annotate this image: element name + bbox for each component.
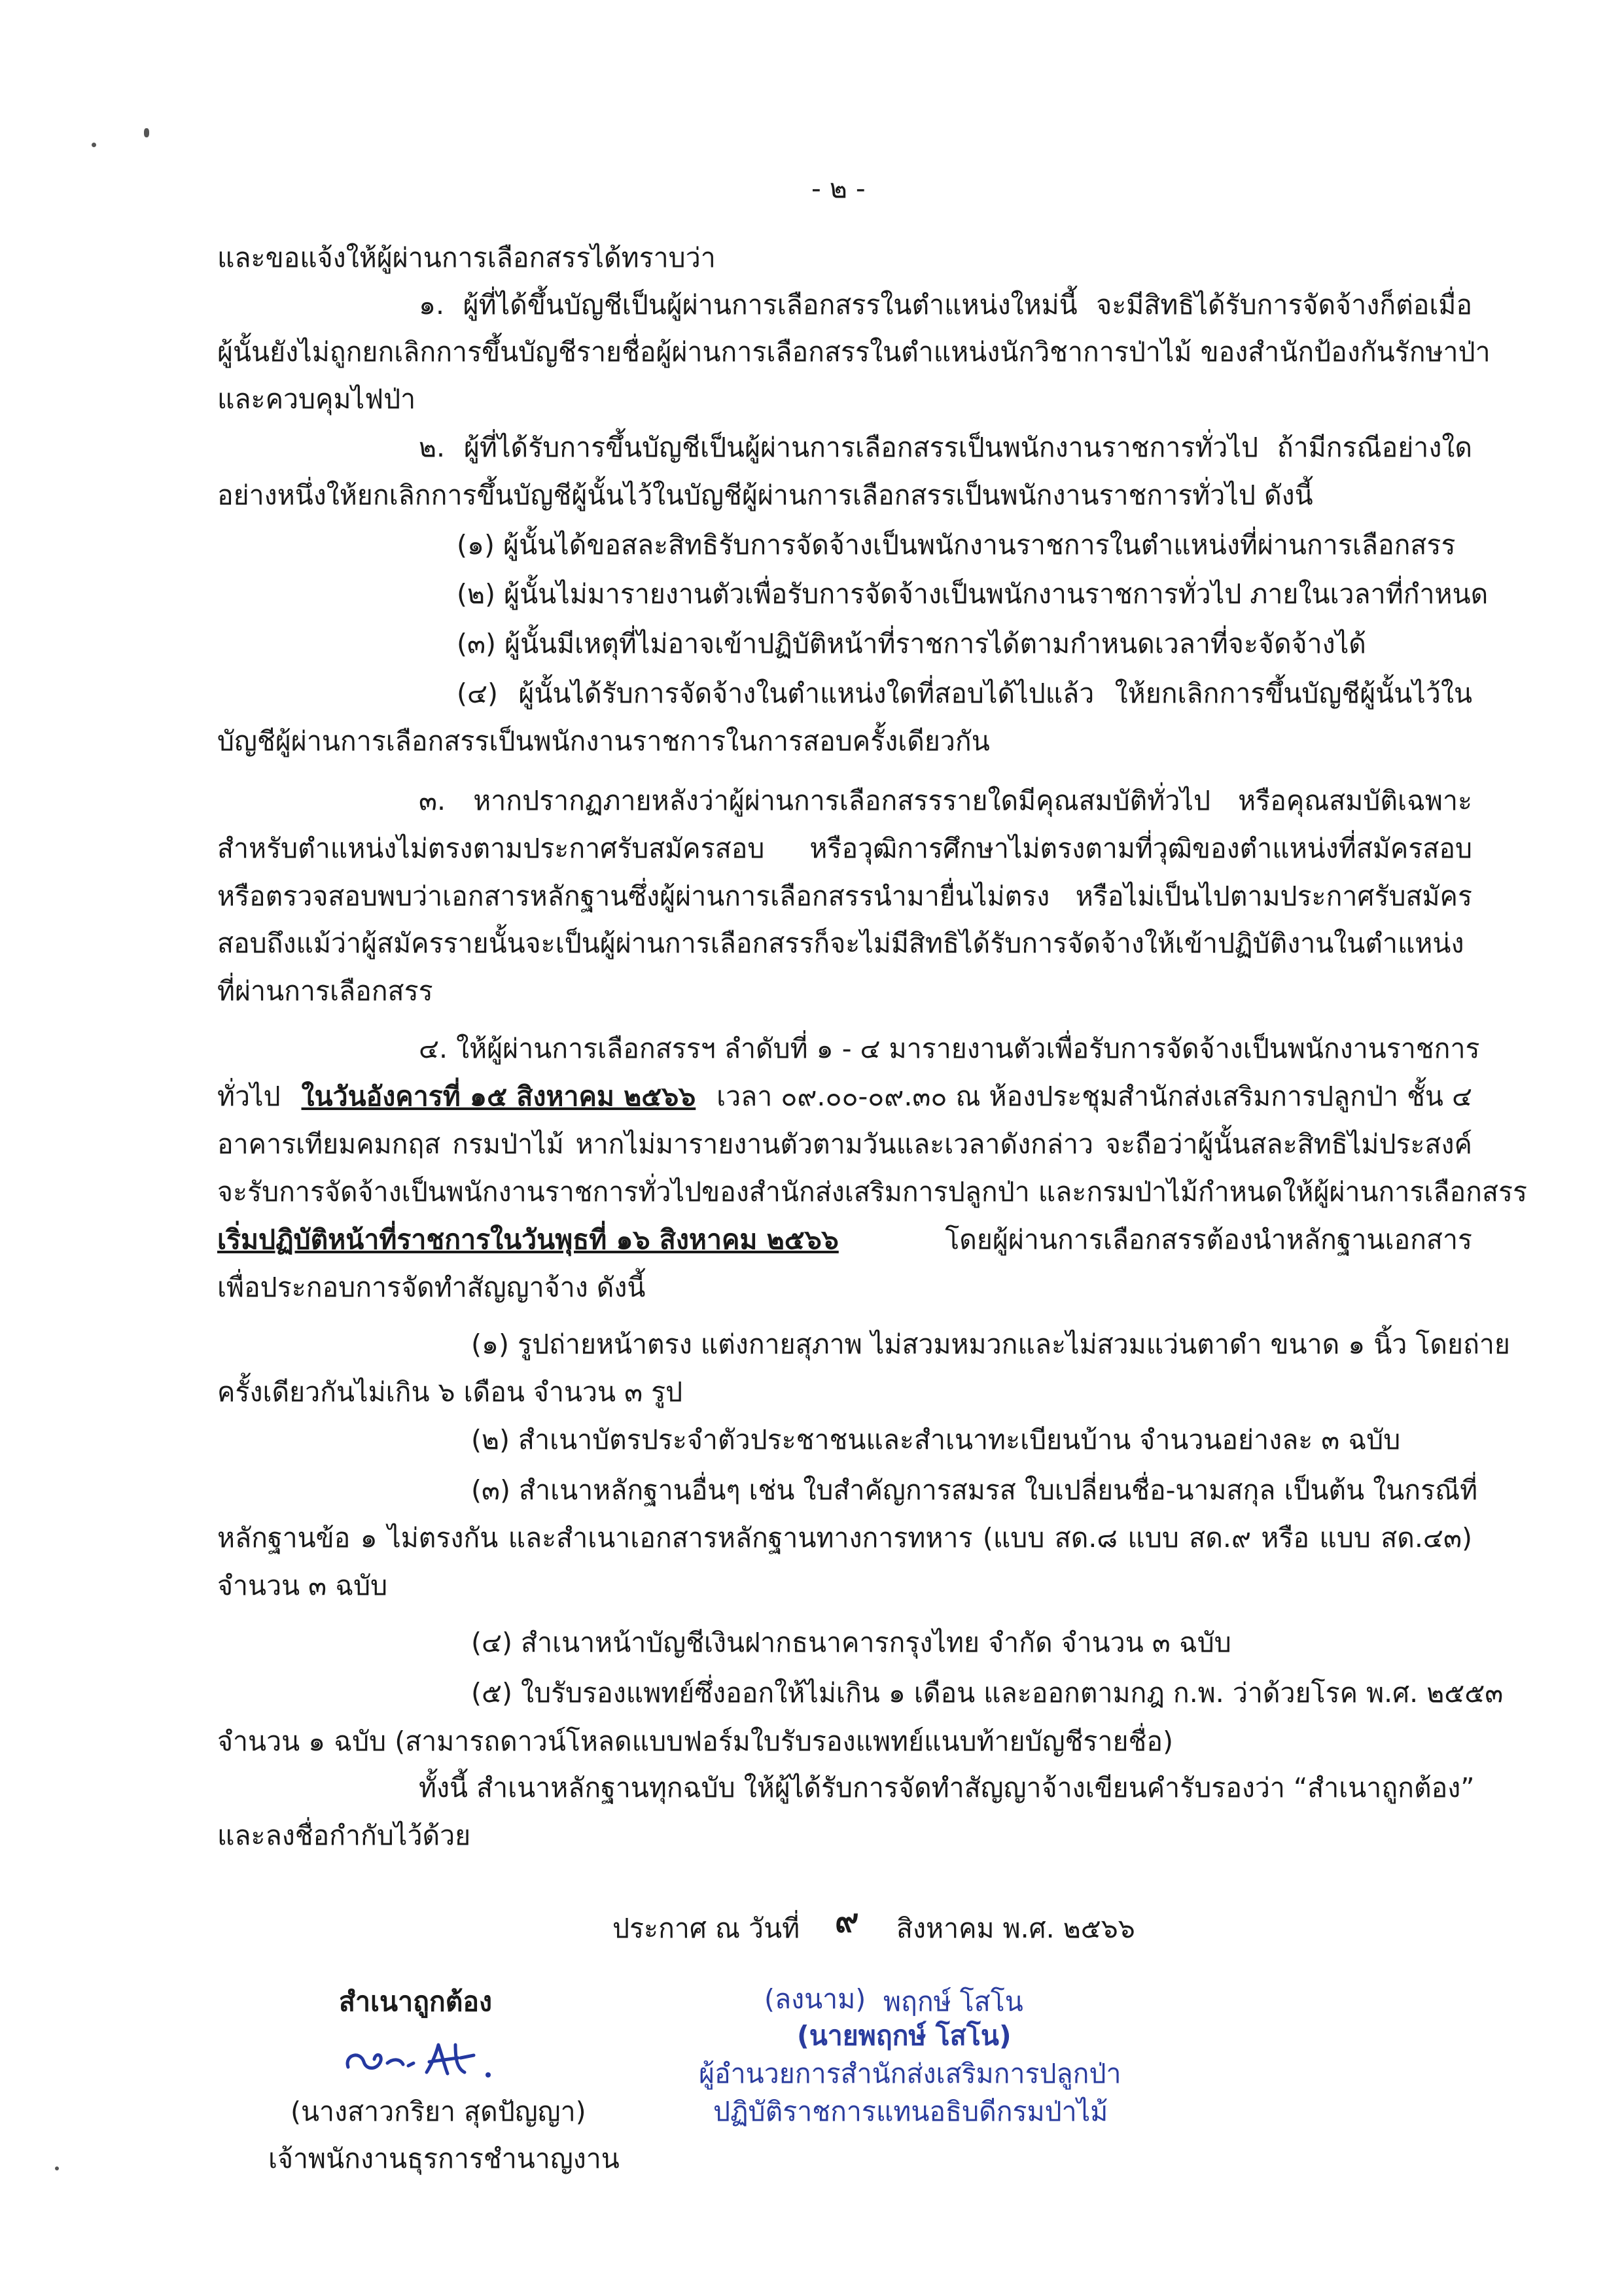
item1-line1: ๑. ผู้ที่ได้ขึ้นบัญชีเป็นผู้ผ่านการเลือกสรรในตำแหน่งใหม่นี้ จะมีสิทธิได้รับการจัดจ้างก็ต่อเมื่อ (419, 289, 1472, 321)
doc1-line2: ครั้งเดียวกันไม่เกิน ๖ เดือน จำนวน ๓ รูป (217, 1376, 683, 1408)
doc3-line1: (๓) สำเนาหลักฐานอื่นๆ เช่น ใบสำคัญการสมรส ใบเปลี่ยนชื่อ-นามสกุล เป็นต้น ในกรณีที่ (471, 1474, 1478, 1506)
announce-prefix: ประกาศ ณ วันที่ (612, 1913, 800, 1944)
doc1-line1: (๑) รูปถ่ายหน้าตรง แต่งกายสุภาพ ไม่สวมหมวกและไม่สวมแว่นตาดำ ขนาด ๑ นิ้ว โดยถ่าย (471, 1329, 1510, 1360)
item4-line6: เพื่อประกอบการจัดทำสัญญาจ้าง ดังนี้ (217, 1272, 646, 1303)
item4-line1: ๔. ให้ผู้ผ่านการเลือกสรรฯ ลำดับที่ ๑ - ๔ มารายงานตัวเพื่อรับการจัดจ้างเป็นพนักงานราชการ (419, 1033, 1480, 1064)
item2-sub3: (๓) ผู้นั้นมีเหตุที่ไม่อาจเข้าปฏิบัติหน้าที่ราชการได้ตามกำหนดเวลาที่จะจัดจ้างได้ (457, 628, 1366, 659)
certify-title: สำเนาถูกต้อง (339, 1986, 493, 2017)
item2-line2: อย่างหนึ่งให้ยกเลิกการขึ้นบัญชีผู้นั้นไว้ในบัญชีผู้ผ่านการเลือกสรรเป็นพนักงานราชการทั่วไป ดังนี้ (217, 479, 1313, 511)
signatory-full-name: (นายพฤกษ์ โสโน) (797, 2020, 1012, 2051)
item4-line2-pre: ทั่วไป (217, 1081, 281, 1112)
certifier-name: (นางสาวกริยา สุดปัญญา) (291, 2096, 586, 2127)
item3-line2: สำหรับตำแหน่งไม่ตรงตามประกาศรับสมัครสอบ หรือวุฒิการศึกษาไม่ตรงตามที่วุฒิของตำแหน่งที่สมัครสอบ (217, 833, 1472, 864)
doc5-line2: จำนวน ๑ ฉบับ (สามารถดาวน์โหลดแบบฟอร์มใบรับรองแพทย์แนบท้ายบัญชีรายชื่อ) (217, 1726, 1173, 1757)
certifier-position: เจ้าพนักงานธุรการชำนาญงาน (268, 2143, 620, 2174)
intro-line: และขอแจ้งให้ผู้ผ่านการเลือกสรรได้ทราบว่า (217, 242, 716, 273)
scan-speck (144, 128, 149, 137)
doc3-line2: หลักฐานข้อ ๑ ไม่ตรงกัน และสำเนาเอกสารหลักฐานทางการทหาร (แบบ สด.๘ แบบ สด.๙ หรือ แบบ สด.๔๓) (217, 1522, 1472, 1554)
closing-line2: และลงชื่อกำกับไว้ด้วย (217, 1820, 471, 1851)
item2-line1: ๒. ผู้ที่ได้รับการขึ้นบัญชีเป็นผู้ผ่านการเลือกสรรเป็นพนักงานราชการทั่วไป ถ้ามีกรณีอย่างใด (419, 432, 1472, 463)
signatory-position2: ปฏิบัติราชการแทนอธิบดีกรมป่าไม้ (713, 2096, 1108, 2127)
item4-line3: อาคารเทียมคมกฤส กรมป่าไม้ หากไม่มารายงานตัวตามวันและเวลาดังกล่าว จะถือว่าผู้นั้นสละสิทธิไม่ประสงค์ (217, 1128, 1472, 1160)
scan-speck (92, 143, 96, 147)
item3-line5: ที่ผ่านการเลือกสรร (217, 975, 433, 1007)
item3-line1: ๓. หากปรากฏภายหลังว่าผู้ผ่านการเลือกสรรรายใดมีคุณสมบัติทั่วไป หรือคุณสมบัติเฉพาะ (419, 785, 1472, 816)
item4-line5-post: โดยผู้ผ่านการเลือกสรรต้องนำหลักฐานเอกสาร (945, 1224, 1472, 1255)
item4-line2 (217, 1077, 1472, 1116)
doc3-line3: จำนวน ๓ ฉบับ (217, 1570, 388, 1601)
sign-label: (ลงนาม) (764, 1983, 866, 2015)
start-date: เริ่มปฏิบัติหน้าที่ราชการในวันพุธที่ ๑๖ สิงหาคม ๒๕๖๖ (217, 1224, 839, 1255)
item2-sub4-line1: (๔) ผู้นั้นได้รับการจัดจ้างในตำแหน่งใดที่สอบได้ไปแล้ว ให้ยกเลิกการขึ้นบัญชีผู้นั้นไว้ใน (457, 678, 1472, 709)
signatory-position1: ผู้อำนวยการสำนักส่งเสริมการปลูกป่า (699, 2058, 1121, 2089)
page-number: - ๒ - (811, 173, 866, 204)
scan-speck (55, 2166, 59, 2170)
announce-day: ๙ (835, 1902, 859, 1939)
doc5-line1: (๕) ใบรับรองแพทย์ซึ่งออกให้ไม่เกิน ๑ เดือน และออกตามกฎ ก.พ. ว่าด้วยโรค พ.ศ. ๒๕๕๓ (471, 1677, 1504, 1709)
item4-line5 (217, 1220, 1472, 1259)
item3-line4: สอบถึงแม้ว่าผู้สมัครรายนั้นจะเป็นผู้ผ่านการเลือกสรรก็จะไม่มีสิทธิได้รับการจัดจ้างให้เข้าปฏิบัติงานในตำแหน่ง (217, 928, 1464, 959)
closing-line1: ทั้งนี้ สำเนาหลักฐานทุกฉบับ ให้ผู้ได้รับการจัดทำสัญญาจ้างเขียนคำรับรองว่า “สำเนาถูกต้อง” (419, 1772, 1475, 1803)
item2-sub1: (๑) ผู้นั้นได้ขอสละสิทธิรับการจัดจ้างเป็นพนักงานราชการในตำแหน่งที่ผ่านการเลือกสรร (457, 529, 1456, 561)
doc2-line: (๒) สำเนาบัตรประจำตัวประชาชนและสำเนาทะเบียนบ้าน จำนวนอย่างละ ๓ ฉบับ (471, 1424, 1401, 1455)
item2-sub2: (๒) ผู้นั้นไม่มารายงานตัวเพื่อรับการจัดจ้างเป็นพนักงานราชการทั่วไป ภายในเวลาที่กำหนด (457, 578, 1489, 610)
sign-name: พฤกษ์ โสโน (883, 1986, 1023, 2017)
certifier-signature (340, 2029, 537, 2088)
item4-line2-post: เวลา ๐๙.๐๐-๐๙.๓๐ ณ ห้องประชุมสำนักส่งเสริมการปลูกป่า ชั้น ๔ (716, 1081, 1472, 1112)
item3-line3: หรือตรวจสอบพบว่าเอกสารหลักฐานซึ่งผู้ผ่านการเลือกสรรนำมายื่นไม่ตรง หรือไม่เป็นไปตามประกาศรับสมัคร (217, 880, 1472, 912)
item1-line3: และควบคุมไฟป่า (217, 383, 416, 415)
doc4-line: (๔) สำเนาหน้าบัญชีเงินฝากธนาคารกรุงไทย จำกัด จำนวน ๓ ฉบับ (471, 1627, 1231, 1658)
item4-line4: จะรับการจัดจ้างเป็นพนักงานราชการทั่วไปของสำนักส่งเสริมการปลูกป่า และกรมป่าไม้กำหนดให้ผู้ผ่านการเลือกสรร (217, 1176, 1528, 1208)
announce-month-year: สิงหาคม พ.ศ. ๒๕๖๖ (896, 1913, 1135, 1944)
report-date: ในวันอังคารที่ ๑๕ สิงหาคม ๒๕๖๖ (301, 1081, 696, 1112)
item1-line2: ผู้นั้นยังไม่ถูกยกเลิกการขึ้นบัญชีรายชื่อผู้ผ่านการเลือกสรรในตำแหน่งนักวิชาการป่าไม้ ของสำนักป้องกันรักษาป่า (217, 336, 1491, 368)
item2-sub4-line2: บัญชีผู้ผ่านการเลือกสรรเป็นพนักงานราชการในการสอบครั้งเดียวกัน (217, 725, 990, 757)
